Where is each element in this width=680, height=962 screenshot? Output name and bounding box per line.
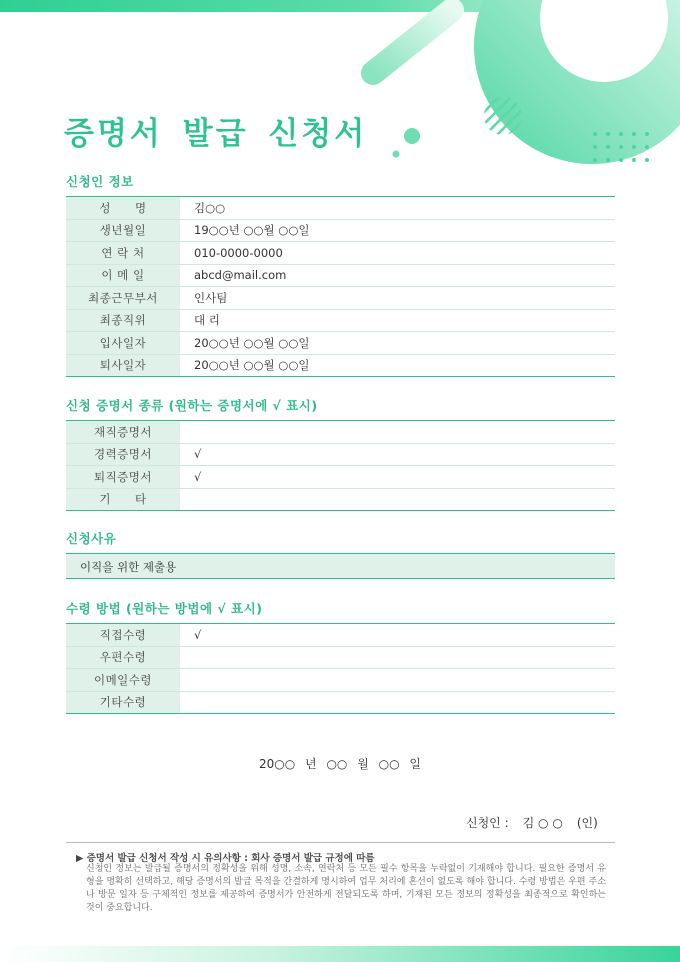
leave-date-value[interactable]: 20○○년 ○○월 ○○일 bbox=[194, 358, 310, 373]
mail-pickup-check[interactable] bbox=[180, 646, 615, 669]
table-row bbox=[66, 287, 615, 310]
employment-cert-label: 재직증명서 bbox=[66, 421, 180, 444]
other-pickup-label: 기타수령 bbox=[66, 691, 180, 714]
reason-field[interactable]: 이직을 위한 제출용 bbox=[66, 553, 615, 579]
name-label: 성 명 bbox=[66, 197, 180, 220]
mail-pickup-label: 우편수령 bbox=[66, 646, 180, 669]
signature-seal: (인) bbox=[576, 816, 598, 830]
position-value[interactable]: 대 리 bbox=[180, 309, 615, 332]
table-row bbox=[66, 691, 615, 714]
other-pickup-check[interactable] bbox=[180, 691, 615, 714]
position-label: 최종직위 bbox=[66, 309, 180, 332]
career-cert-label: 경력증명서 bbox=[66, 443, 180, 466]
direct-pickup-check[interactable]: √ bbox=[180, 624, 615, 647]
reason-section-heading: 신청사유 bbox=[66, 531, 117, 546]
birthdate-label: 생년월일 bbox=[66, 219, 180, 242]
pill-shape bbox=[373, 10, 452, 73]
table-row bbox=[66, 624, 615, 647]
email-pickup-check[interactable] bbox=[180, 669, 615, 692]
email-value[interactable]: abcd@mail.com bbox=[180, 264, 615, 287]
other-cert-label: 기 타 bbox=[66, 488, 180, 511]
other-cert-check[interactable] bbox=[180, 488, 615, 511]
table-row bbox=[66, 242, 615, 265]
career-cert-check[interactable]: √ bbox=[180, 443, 615, 466]
tiny-dot bbox=[393, 151, 400, 158]
table-row bbox=[66, 264, 615, 287]
notes-divider bbox=[66, 842, 615, 843]
table-row bbox=[66, 219, 615, 242]
join-date-label: 입사일자 bbox=[66, 332, 180, 355]
table-row bbox=[66, 354, 615, 377]
table-row bbox=[66, 646, 615, 669]
certificate-table bbox=[66, 420, 615, 511]
phone-label: 연 락 처 bbox=[66, 242, 180, 265]
small-dot bbox=[404, 128, 420, 144]
page-title: 증명서 발급 신청서 bbox=[64, 116, 368, 152]
notes-heading: ▶ 증명서 발급 신청서 작성 시 유의사항 : 회사 증명서 발급 규정에 따름 bbox=[76, 853, 375, 864]
applicant-table bbox=[66, 196, 615, 377]
application-date[interactable]: 20○○ 년 ○○ 월 ○○ 일 bbox=[259, 757, 421, 771]
table-row bbox=[66, 669, 615, 692]
employment-cert-check[interactable] bbox=[180, 421, 615, 444]
retirement-cert-check[interactable]: √ bbox=[180, 466, 615, 489]
table-row bbox=[66, 466, 615, 489]
table-row bbox=[66, 421, 615, 444]
applicant-section-heading: 신청인 정보 bbox=[66, 174, 134, 189]
delivery-section-heading: 수령 방법 (원하는 방법에 √ 표시) bbox=[66, 601, 263, 616]
phone-value[interactable]: 010-0000-0000 bbox=[180, 242, 615, 265]
decorative-shapes bbox=[0, 0, 680, 200]
signature-line bbox=[466, 814, 612, 831]
direct-pickup-label: 직접수령 bbox=[66, 624, 180, 647]
table-row bbox=[66, 332, 615, 355]
birthdate-value[interactable]: 19○○년 ○○월 ○○일 bbox=[180, 219, 615, 242]
signature-name[interactable]: 김 ○ ○ bbox=[522, 816, 563, 830]
signature-label: 신청인 : bbox=[466, 816, 509, 830]
notes-body: 신청인 정보는 발급될 증명서의 정확성을 위해 성명, 소속, 연락처 등 모든 필수 항목을 누락없이 기재해야 합니다. 필요한 증명서 유형을 명확히 선택하고, 해당 증명서의 발급 목적을 간결하게 명시하여 업무 처리에 혼선이 없도록 해야 합니다. 수령 방법은 우편 주소나 방문 일자 등 구체적인 정보를 제공하여 증명서가 안전하게 전달되도록 하며, 기재된 모든 정보의 정확성을 최종적으로 확인하는 것이 중요합니다. bbox=[86, 864, 606, 913]
delivery-table bbox=[66, 623, 615, 714]
email-label: 이 메 일 bbox=[66, 264, 180, 287]
join-date-value[interactable]: 20○○년 ○○월 ○○일 bbox=[180, 332, 615, 355]
certificate-section-heading: 신청 증명서 종류 (원하는 증명서에 √ 표시) bbox=[66, 398, 318, 413]
table-row bbox=[66, 309, 615, 332]
bottom-accent-bar bbox=[0, 946, 680, 962]
name-value[interactable]: 김○○ bbox=[180, 197, 615, 220]
retirement-cert-label: 퇴직증명서 bbox=[66, 466, 180, 489]
leave-date-label: 퇴사일자 bbox=[66, 354, 180, 377]
department-label: 최종근무부서 bbox=[66, 287, 180, 310]
department-value[interactable]: 인사팀 bbox=[180, 287, 615, 310]
table-row bbox=[66, 443, 615, 466]
email-pickup-label: 이메일수령 bbox=[66, 669, 180, 692]
table-row bbox=[66, 488, 615, 511]
table-row bbox=[66, 197, 615, 220]
